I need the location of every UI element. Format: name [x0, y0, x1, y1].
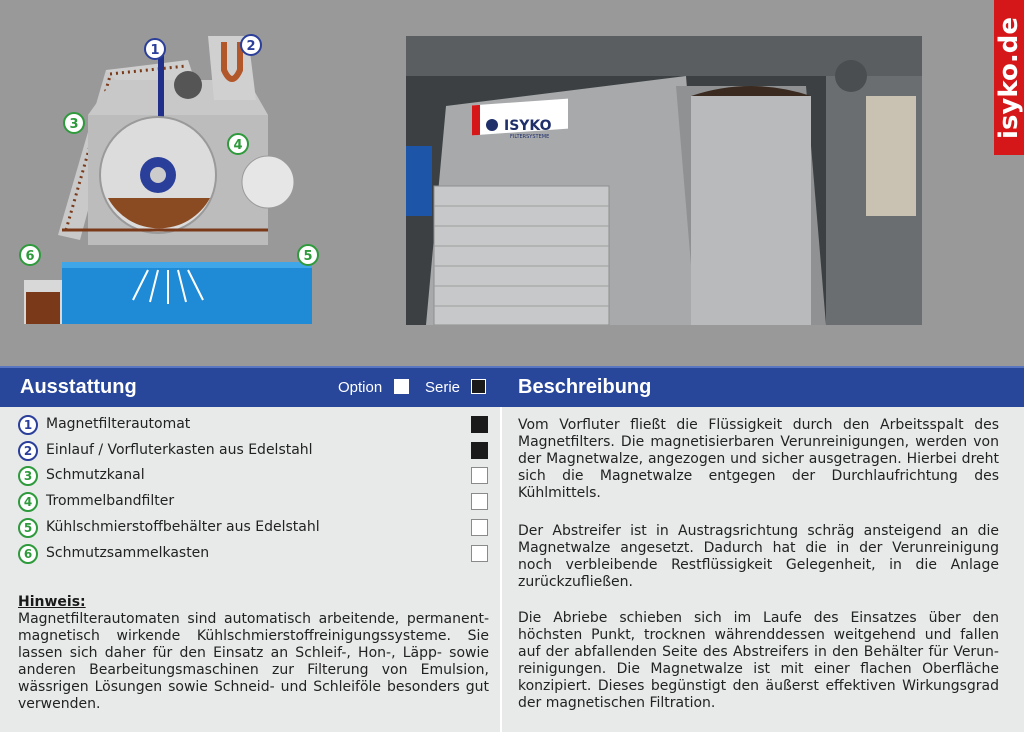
option-checkbox [471, 519, 488, 536]
hint-text: Magnetfilterautomaten sind automatisch arbeitende, permanent-magnetisch wirkende Kühlschmierstoffreinigungssysteme. Sie lassen sich daher für den Einsatz an Schleif-, Hon-, Läpp- sowie anderen Bearbeitungsmaschinen zur Filterung von Emulsion, wässrigen Lösungen sowie Schneid- und Schleiföle besonders gut verwenden. [18, 611, 489, 712]
column-divider [500, 407, 502, 732]
item-number-badge: 1 [18, 415, 38, 435]
serie-legend-box [471, 379, 486, 394]
item-number-badge: 2 [18, 441, 38, 461]
item-label: Kühlschmierstoffbehälter aus Edelstahl [46, 519, 320, 535]
item-number-badge: 6 [18, 544, 38, 564]
brand-logo-text: isyko.de [994, 16, 1024, 139]
serie-checkbox [471, 416, 488, 433]
option-legend-box [394, 379, 409, 394]
marker-6 [20, 245, 40, 265]
coolant-tank [62, 262, 312, 324]
option-checkbox [471, 545, 488, 562]
item-label: Schmutzkanal [46, 467, 145, 483]
item-label: Einlauf / Vorfluterkasten aus Edelstahl [46, 442, 313, 458]
option-checkbox [471, 493, 488, 510]
svg-text:1: 1 [150, 43, 160, 58]
hint-title: Hinweis: [18, 594, 86, 610]
description-paragraph: Der Abstreifer ist in Austragsrichtung schräg ansteigend an die Magnetwalze angesetzt. Dadurch hat die in der Verunreinigung noch verbleibende Restflüssigkeit Gelegenheit, in die Anlage zurückzufließen. [518, 523, 999, 590]
belt-filter [434, 186, 609, 325]
svg-text:ISYKO: ISYKO [504, 118, 552, 134]
item-label: Schmutzsammelkasten [46, 545, 210, 561]
item-label: Trommelbandfilter [46, 493, 175, 509]
marker-2 [241, 35, 261, 55]
item-number-badge: 4 [18, 492, 38, 512]
marker-5 [298, 245, 318, 265]
item-number-badge: 3 [18, 466, 38, 486]
serie-label: Serie [425, 379, 461, 396]
magnetic-filter-diagram [18, 30, 328, 325]
serie-checkbox [471, 442, 488, 459]
svg-text:5: 5 [303, 249, 313, 264]
marker-3 [64, 113, 84, 133]
machine-photo [406, 36, 922, 325]
option-label: Option [338, 379, 383, 396]
marker-1 [145, 39, 165, 59]
svg-text:3: 3 [69, 117, 79, 132]
option-checkbox [471, 467, 488, 484]
content-panel [0, 407, 1024, 732]
marker-4 [228, 134, 248, 154]
section-header-bar [0, 366, 1024, 407]
brand-strip [994, 0, 1024, 155]
item-label: Magnetfilterautomat [46, 416, 191, 432]
description-paragraph: Vom Vorfluter fließt die Flüssigkeit durch den Arbeitsspalt des Magnetfilters. Die magnetisierbaren Verunreinigungen, werden von der Magnetwalze, angezogen und sicher ausgetragen. Hierbei dreht sich die Magnetwalze entgegen der Durchlaufrichtung des Kühlmittels. [518, 417, 999, 501]
equipment-title: Ausstattung [20, 376, 137, 398]
item-number-badge: 5 [18, 518, 38, 538]
svg-text:FILTERSYSTEME: FILTERSYSTEME [510, 134, 550, 140]
description-paragraph: Die Abriebe schieben sich im Laufe des Einsatzes über den höchsten Punkt, trocknen währenddessen weitgehend und fallen auf der abfallenden Seite des Abstreifers in den Behälter für Verun-reinigungen. Die Magnetwalze ist mit einer flachen Oberfläche konzipiert. Dieses begünstigt den äußerst effektiven Wirkungsgrad der magnetischen Filtration. [518, 610, 999, 711]
svg-text:6: 6 [25, 249, 35, 264]
svg-text:4: 4 [233, 138, 243, 153]
svg-text:2: 2 [246, 39, 256, 54]
description-title: Beschreibung [518, 376, 652, 398]
